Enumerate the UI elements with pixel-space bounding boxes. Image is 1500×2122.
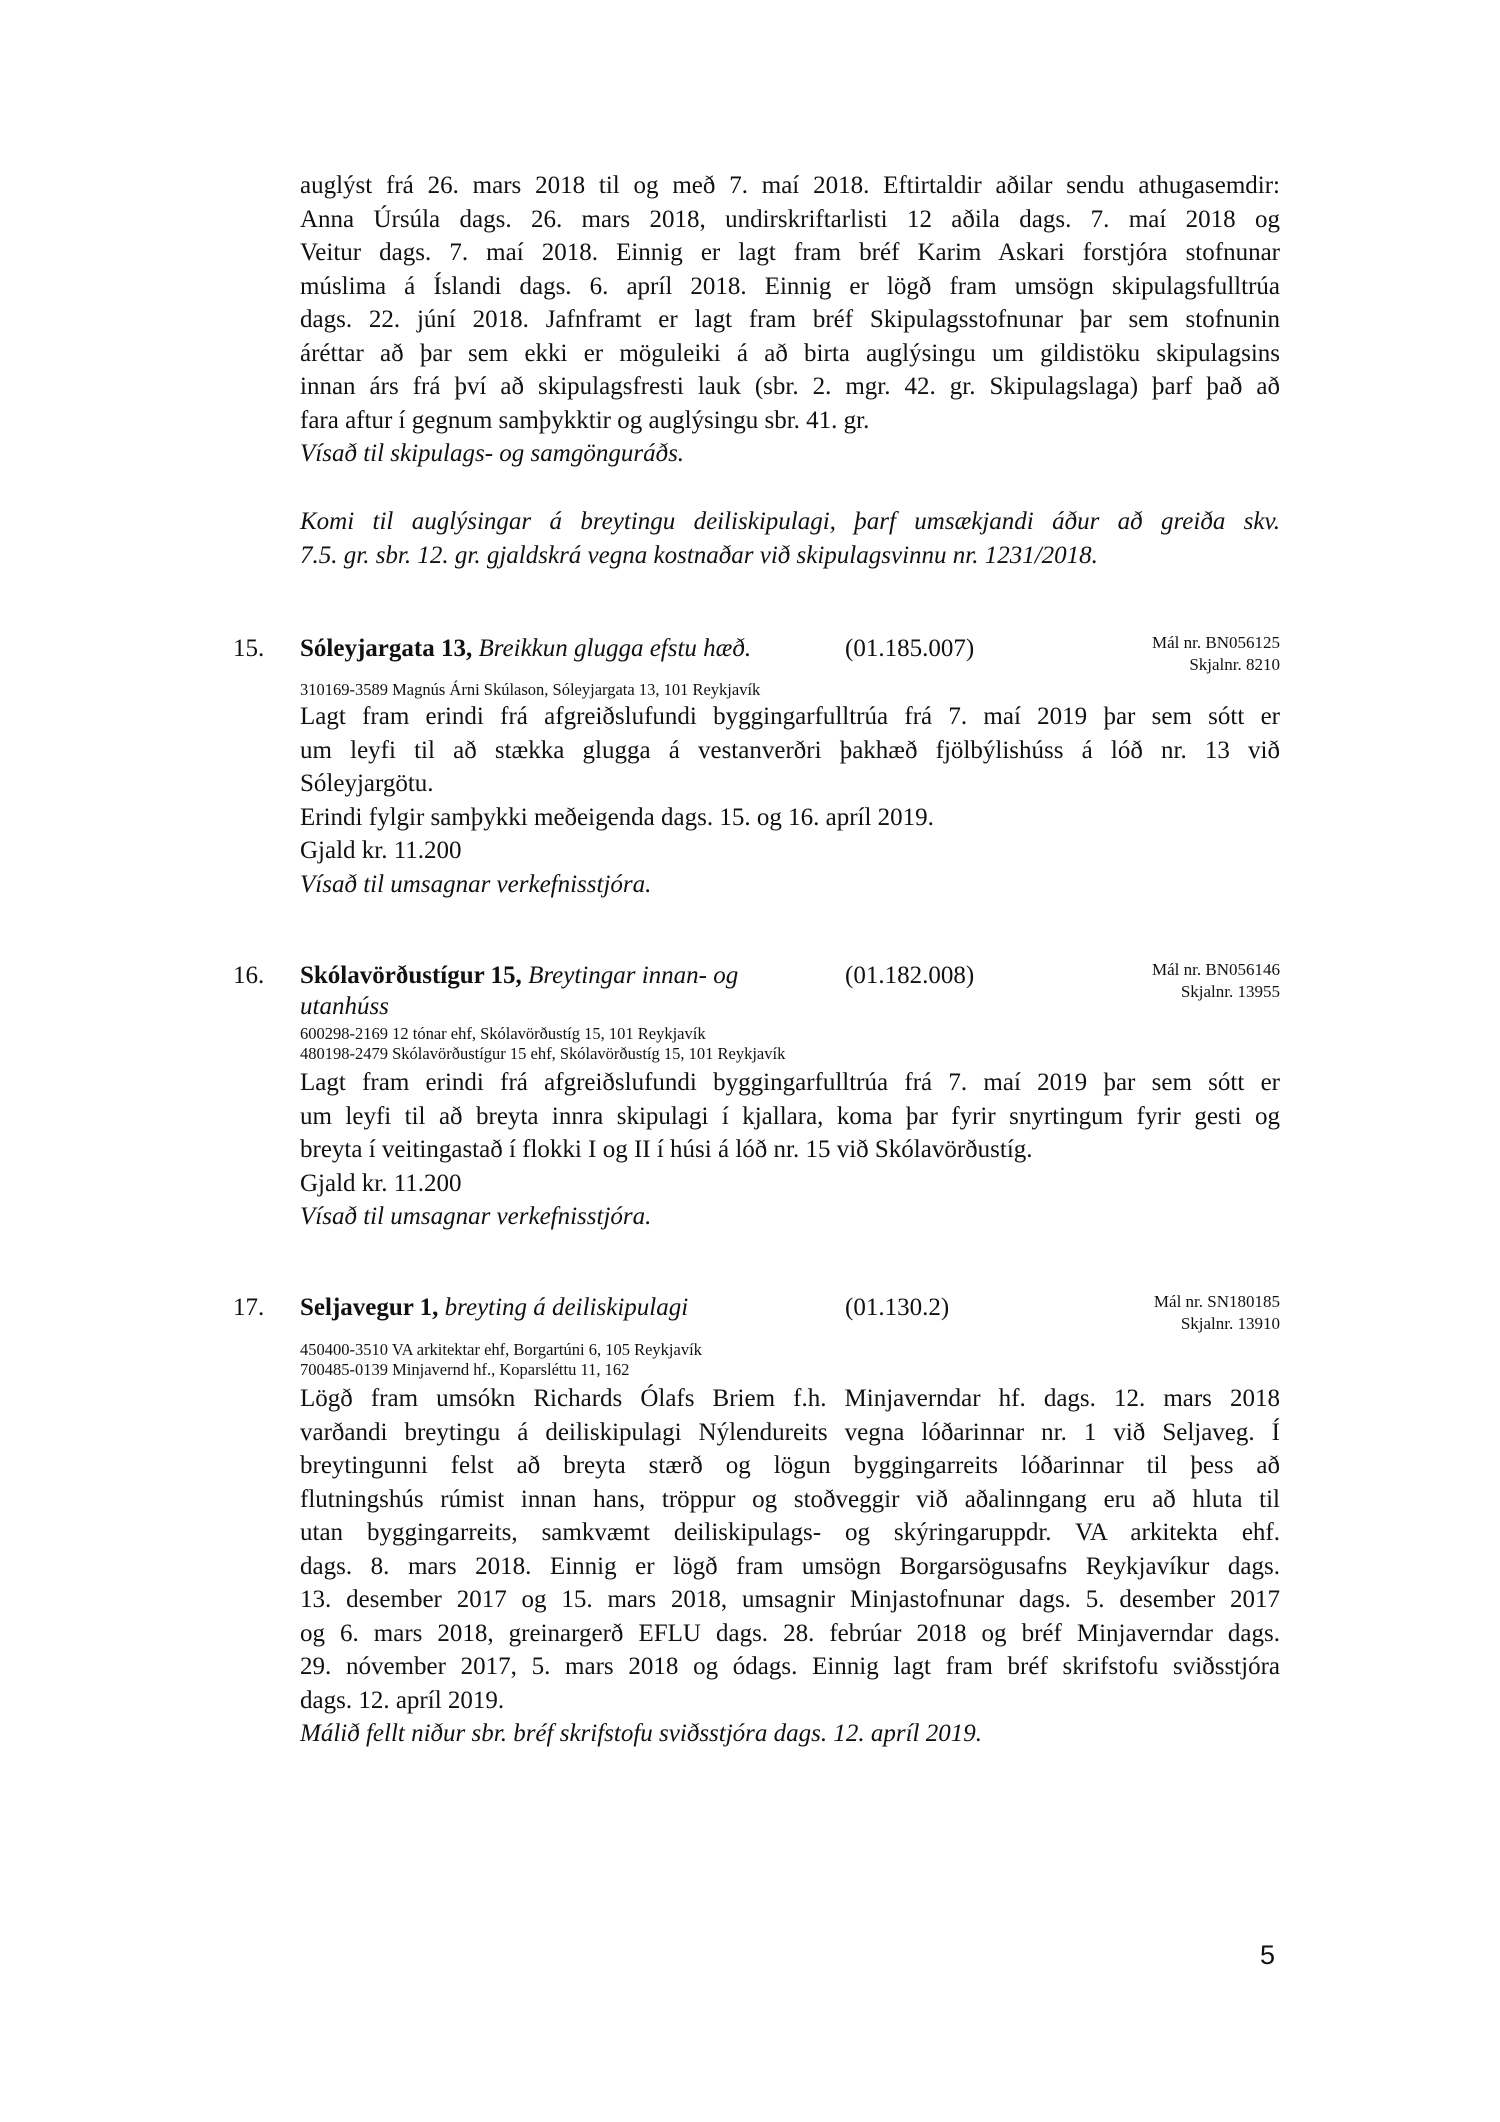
text-line: flutningshús rúmist innan hans, tröppur og stoðveggir við aðalinngang eru að hluta til	[300, 1485, 1280, 1513]
text-line: múslima á Íslandi dags. 6. apríl 2018. Einnig er lögð fram umsögn skipulagsfulltrúa	[300, 272, 1280, 300]
case-reference	[1152, 632, 1280, 676]
text-line: Lögð fram umsókn Richards Ólafs Briem f.h. Minjaverndar hf. dags. 12. mars 2018	[300, 1385, 1280, 1412]
document-number: Skjalnr. 13910	[1180, 1314, 1280, 1333]
text-line: og 6. mars 2018, greinargerð EFLU dags. 28. febrúar 2018 og bréf Minjaverndar dags.	[300, 1619, 1280, 1647]
text-line: auglýst frá 26. mars 2018 til og með 7. maí 2018. Eftirtaldir aðilar sendu athugasemdir:	[300, 172, 1280, 199]
item-code: (01.185.007)	[845, 635, 975, 662]
fee-note	[300, 505, 1280, 572]
item-number: 17.	[233, 1294, 265, 1321]
text-line: Gjald kr. 11.200	[300, 1169, 462, 1197]
text-line: Sóleyjargötu.	[300, 770, 434, 797]
text-line: dags. 8. mars 2018. Einnig er lögð fram umsögn Borgarsögusafns Reykjavíkur dags.	[300, 1552, 1280, 1580]
text-line: um leyfi til að stækka glugga á vestanverðri þakhæð fjölbýlishúss á lóð nr. 13 við	[300, 736, 1280, 764]
item-title	[300, 959, 738, 992]
text-line: Veitur dags. 7. maí 2018. Einnig er lagt fram bréf Karim Askari forstjóra stofnunar	[300, 239, 1280, 266]
item-subject: Breikkun glugga efstu hæð.	[478, 635, 752, 662]
decision-text: Vísað til skipulags- og samgönguráðs.	[300, 440, 685, 467]
case-number: Mál nr. SN180185	[1153, 1292, 1280, 1311]
item-subject: breyting á deiliskipulagi	[444, 1294, 689, 1321]
item-title	[300, 632, 751, 665]
applicant: 600298-2169 12 tónar ehf, Skólavörðustíg 15, 101 Reykjavík	[300, 1024, 706, 1043]
text-line: varðandi breytingu á deiliskipulagi Nýlendureits vegna lóðarinnar nr. 1 við Seljaveg. Í	[300, 1418, 1280, 1446]
intro-paragraph	[300, 169, 1280, 471]
applicant: 700485-0139 Minjavernd hf., Koparsléttu 11, 162	[300, 1360, 630, 1379]
case-reference	[1154, 1291, 1280, 1335]
text-line: Anna Úrsúla dags. 26. mars 2018, undirskriftarlisti 12 aðila dags. 7. maí 2018 og	[300, 205, 1280, 233]
case-number: Mál nr. BN056125	[1152, 633, 1280, 652]
text-line: breyta í veitingastað í flokki I og II í húsi á lóð nr. 15 við Skólavörðustíg.	[300, 1136, 1033, 1163]
item-body	[300, 1382, 1280, 1751]
text-line: dags. 22. júní 2018. Jafnframt er lagt fram bréf Skipulagsstofnunar þar sem stofnunin	[300, 306, 1280, 333]
case-number: Mál nr. BN056146	[1152, 960, 1280, 979]
text-line: utan byggingarreits, samkvæmt deiliskipulags- og skýringaruppdr. VA arkitekta ehf.	[300, 1519, 1280, 1546]
item-address: Sóleyjargata 13,	[300, 635, 473, 662]
item-title	[300, 1291, 688, 1324]
text-line: Lagt fram erindi frá afgreiðslufundi byggingarfulltrúa frá 7. maí 2019 þar sem sótt er	[300, 703, 1280, 730]
item-body	[300, 700, 1280, 901]
item-code: (01.130.2)	[845, 1294, 950, 1321]
item-subject: Breytingar innan- og	[528, 962, 739, 989]
item-subject-continued: utanhúss	[300, 993, 389, 1020]
text-line: Erindi fylgir samþykki meðeigenda dags. 15. og 16. apríl 2019.	[300, 803, 934, 831]
decision-text: Vísað til umsagnar verkefnisstjóra.	[300, 1203, 652, 1230]
item-code: (01.182.008)	[845, 962, 975, 989]
page-number: 5	[1260, 1940, 1276, 1970]
text-line: Gjald kr. 11.200	[300, 837, 462, 864]
text-line: fara aftur í gegnum samþykktir og auglýsingu sbr. 41. gr.	[300, 406, 870, 434]
item-number: 16.	[233, 962, 265, 989]
text-line: Lagt fram erindi frá afgreiðslufundi byggingarfulltrúa frá 7. maí 2019 þar sem sótt er	[300, 1069, 1280, 1096]
document-number: Skjalnr. 8210	[1189, 655, 1280, 674]
text-line: Komi til auglýsingar á breytingu deiliskipulagi, þarf umsækjandi áður að greiða skv.	[300, 508, 1280, 535]
applicant: 310169-3589 Magnús Árni Skúlason, Sóleyjargata 13, 101 Reykjavík	[300, 680, 761, 699]
case-reference	[1152, 959, 1280, 1003]
applicant: 480198-2479 Skólavörðustígur 15 ehf, Skólavörðustíg 15, 101 Reykjavík	[300, 1044, 786, 1063]
item-number: 15.	[233, 635, 265, 662]
text-line: áréttar að þar sem ekki er möguleiki á að birta auglýsingu um gildistöku skipulagsins	[300, 339, 1280, 367]
decision-text: Vísað til umsagnar verkefnisstjóra.	[300, 870, 652, 898]
applicant: 450400-3510 VA arkitektar ehf, Borgartúni 6, 105 Reykjavík	[300, 1340, 702, 1359]
item-address: Seljavegur 1,	[300, 1294, 439, 1321]
text-line: innan árs frá því að skipulagsfresti lauk (sbr. 2. mgr. 42. gr. Skipulagslaga) þarf það að	[300, 373, 1280, 400]
item-address: Skólavörðustígur 15,	[300, 962, 522, 989]
item-body	[300, 1066, 1280, 1234]
decision-text: Málið fellt niður sbr. bréf skrifstofu sviðsstjóra dags. 12. apríl 2019.	[300, 1720, 982, 1747]
text-line: breytingunni felst að breyta stærð og lögun byggingarreits lóðarinnar til þess að	[300, 1452, 1280, 1479]
text-line: 13. desember 2017 og 15. mars 2018, umsagnir Minjastofnunar dags. 5. desember 2017	[300, 1586, 1280, 1613]
text-line: dags. 12. apríl 2019.	[300, 1686, 505, 1714]
text-line: 7.5. gr. sbr. 12. gr. gjaldskrá vegna kostnaðar við skipulagsvinnu nr. 1231/2018.	[300, 541, 1098, 569]
text-line: 29. nóvember 2017, 5. mars 2018 og ódags. Einnig lagt fram bréf skrifstofu sviðsstjóra	[300, 1653, 1280, 1680]
document-number: Skjalnr. 13955	[1180, 982, 1280, 1001]
text-line: um leyfi til að breyta innra skipulagi í kjallara, koma þar fyrir snyrtingum fyrir gesti og	[300, 1102, 1280, 1130]
